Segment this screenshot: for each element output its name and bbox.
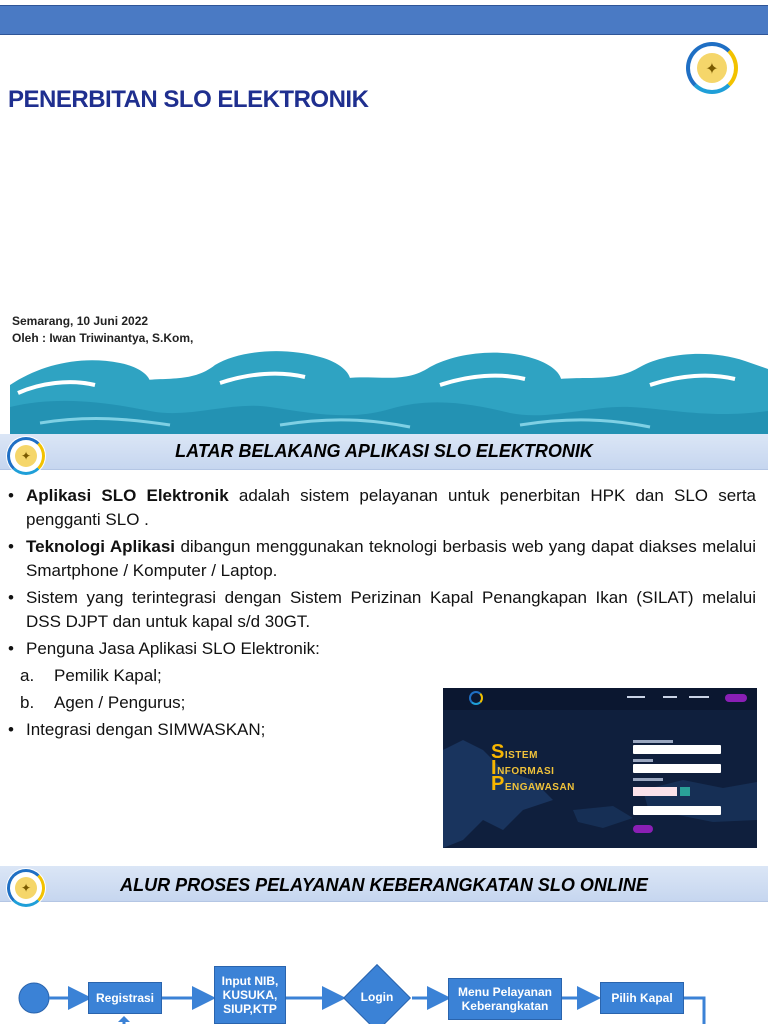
list-item	[8, 586, 756, 634]
bullet-dot: •	[8, 588, 14, 607]
presentation-author: Oleh : Iwan Triwinantya, S.Kom,	[12, 331, 194, 345]
flow-step-menu-pelayanan: Menu Pelayanan Keberangkatan	[448, 978, 562, 1020]
bullet-dot: •	[8, 720, 14, 739]
flow-step-pilih-kapal: Pilih Kapal	[600, 982, 684, 1014]
bullet-dot: •	[8, 486, 14, 505]
bullet-bold: Teknologi Aplikasi	[26, 537, 176, 556]
kkp-logo-icon: ✦	[6, 868, 46, 908]
sub-text: Agen / Pengurus;	[54, 693, 186, 712]
app-captcha	[633, 787, 677, 796]
title-slide	[0, 0, 768, 434]
bullet-text: Integrasi dengan SIMWASKAN;	[26, 720, 266, 739]
sub-marker: a.	[20, 666, 35, 685]
presentation-date: Semarang, 10 Juni 2022	[12, 314, 149, 328]
bullet-text: adalah sistem pelayanan untuk penerbitan HPK dan SLO serta pengganti SLO .	[26, 486, 756, 529]
bullet-bold: Aplikasi SLO Elektronik	[26, 486, 229, 505]
app-captcha-field	[633, 806, 721, 815]
flow-step-input-documents: Input NIB, KUSUKA, SIUP,KTP	[214, 966, 286, 1024]
app-login-form	[633, 738, 721, 833]
app-password-field	[633, 764, 721, 773]
slide-title: PENERBITAN SLO ELEKTRONIK	[8, 86, 369, 113]
flow-start-node	[19, 983, 49, 1013]
kkp-logo-icon: ✦	[684, 40, 740, 96]
app-nav-button	[725, 694, 747, 702]
background-slide	[0, 434, 768, 854]
section-title: ALUR PROSES PELAYANAN KEBERANGKATAN SLO ONLINE	[120, 875, 648, 895]
flow-step-registrasi: Registrasi	[88, 982, 162, 1014]
kkp-logo-icon: ✦	[6, 436, 46, 476]
app-login-button	[633, 825, 653, 833]
bullet-text: Sistem yang terintegrasi dengan Sistem Perizinan Kapal Penangkapan Ikan (SILAT) melalui DSS DJPT dan untuk kapal s/d 30GT.	[26, 588, 756, 631]
wave-decoration	[0, 345, 768, 434]
app-refresh-icon	[680, 787, 690, 796]
top-bar	[0, 5, 768, 35]
sub-text: Pemilik Kapal;	[54, 666, 162, 685]
bullet-text: dibangun menggunakan teknologi berbasis web yang dapat diakses melalui Smartphone / Komputer / Laptop.	[26, 537, 756, 580]
list-item	[8, 637, 756, 661]
app-brand-text: SISTEM INFORMASI PENGAWASAN	[491, 741, 575, 795]
bullet-dot: •	[8, 537, 14, 556]
sub-marker: b.	[20, 693, 35, 712]
list-item	[8, 535, 756, 583]
app-screenshot	[443, 688, 757, 848]
bullet-dot: •	[8, 639, 14, 658]
app-navbar	[443, 688, 757, 710]
sub-list-item	[8, 664, 756, 688]
flow-slide	[0, 854, 768, 1024]
flow-step-login-label: Login	[360, 990, 394, 1004]
list-item	[8, 484, 756, 532]
app-logo-icon	[469, 691, 483, 705]
section-title: LATAR BELAKANG APLIKASI SLO ELEKTRONIK	[175, 441, 593, 461]
app-username-field	[633, 745, 721, 754]
bullet-text: Penguna Jasa Aplikasi SLO Elektronik:	[26, 639, 320, 658]
